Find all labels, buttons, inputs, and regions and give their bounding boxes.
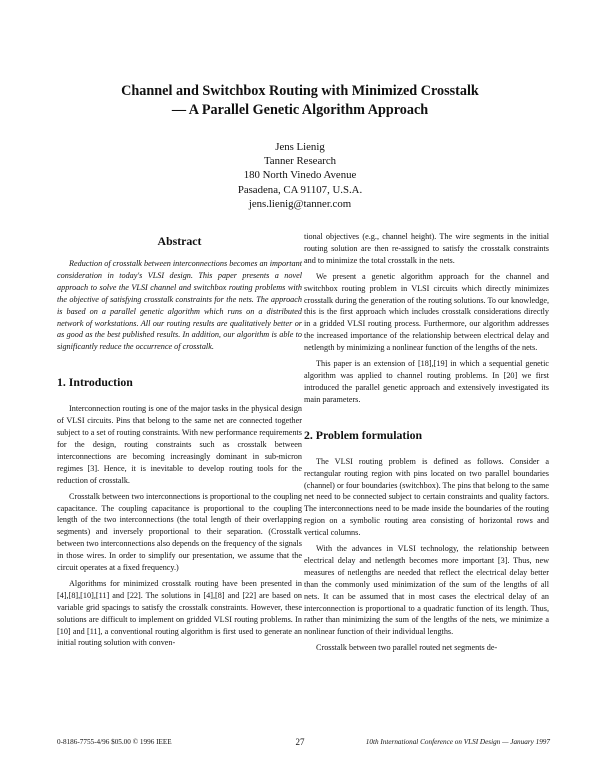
footer-conference: 10th International Conference on VLSI Design — January 1997	[365, 738, 550, 746]
abstract-heading: Abstract	[157, 234, 202, 248]
left-column	[57, 230, 302, 653]
intro-paragraph-5: This paper is an extension of [18],[19] in which a sequential genetic algorithm was applied to channel routing problems. In [20] we first introduced the parallel genetic approach and extensively investigated its main parameters.	[304, 359, 549, 404]
author-name: Jens Lienig	[275, 141, 325, 153]
footer-copyright: 0-8186-7755-4/96 $05.00 © 1996 IEEE	[57, 738, 172, 746]
title-line-1: Channel and Switchbox Routing with Minimized Crosstalk	[121, 83, 479, 99]
intro-paragraph-4: We present a genetic algorithm approach for the channel and switchbox routing problem in VLSI circuits which directly minimizes crosstalk during the generation of the routing solutions. To our knowledge, this is the first approach which includes crosstalk considerations directly in a gridded VLSI routing process. Furthermore, our algorithm addresses the increased importance of the relationship between electrical delay and netlength by minimizing a nonlinear function of the lengths of the nets.	[304, 271, 549, 353]
problem-paragraph-1: The VLSI routing problem is defined as follows. Consider a rectangular routing region with pins located on two parallel boundaries (channel) or four boundaries (switchbox). The pins that belong to the same net need to be connected subject to certain constraints and quality factors. The interconnections need to be made inside the boundaries of the routing region on a symbolic routing area consisting of horizontal rows and vertical columns.	[304, 456, 549, 538]
author-street: 180 North Vinedo Avenue	[243, 169, 357, 182]
intro-paragraph-3-continued: tional objectives (e.g., channel height). The wire segments in the initial routing solution are then re-assigned to satisfy the crosstalk constraints and to minimize the total crosstalk in the nets.	[304, 232, 549, 265]
paper-title	[40, 82, 560, 120]
right-column	[304, 231, 549, 658]
page-number: 27	[295, 737, 305, 747]
section-1-heading: 1. Introduction	[57, 375, 133, 390]
author-organization: Tanner Research	[263, 155, 337, 168]
author-city: Pasadena, CA 91107, U.S.A.	[237, 183, 363, 196]
abstract-text: Reduction of crosstalk between interconnections becomes an important consideration in today's VLSI design. This paper presents a novel approach to solve the VLSI channel and switchbox routing problems with the objective of satisfying crosstalk constraints for the nets. The approach is based on a parallel genetic algorithm which runs on a distributed network of workstations. All our routing results are qualitatively better or as good as the best published results. In addition, our algorithm is able to significantly reduce the occurrence of crosstalk.	[57, 259, 302, 352]
title-line-2: — A Parallel Genetic Algorithm Approach	[171, 102, 429, 118]
author-email: jens.lienig@tanner.com	[248, 197, 352, 210]
intro-paragraph-3: Algorithms for minimized crosstalk routing have been presented in [4],[8],[10],[11] and [22]. The solutions in [4],[8] and [22] are based on variable grid spacings to satisfy the crosstalk constraints. However, these solutions are difficult to implement on gridded VLSI routing problems. In [10] and [11], a conventional routing algorithm is first used to generate an initial routing solution with conven-	[57, 578, 302, 648]
author-block	[150, 140, 450, 211]
problem-paragraph-2: With the advances in VLSI technology, the relationship between electrical delay and netlength becomes more important [3]. Thus, new measures of netlengths are needed that reflect the electrical delay better than the commonly used minimization of the sum of the lengths of all nets. It can be assumed that in most cases the electrical delay of an interconnection is proportional to a quadratic function of its length. Thus, rather than minimizing the sum of the lengths of the nets, we minimize a nonlinear function of their individual lengths.	[304, 544, 549, 637]
intro-paragraph-2: Crosstalk between two interconnections is proportional to the coupling capacitance. The coupling capacitance is proportional to the coupling length of the two interconnections (the total length of their overlapping segments) and inversely proportional to their separation. (Crosstalk between two interconnections also depends on the frequency of the signals in those wires. In order to simplify our presentation, we assume that the circuit operates at a fixed frequency.)	[57, 491, 302, 573]
section-2-heading: 2. Problem formulation	[304, 427, 423, 442]
intro-paragraph-1: Interconnection routing is one of the major tasks in the physical design of VLSI circuits. Pins that belong to the same net are connected together subject to a set of routing constraints. With new performance requirements for the design, routing constraints such as crosstalk between interconnections are becoming increasingly dominant in sub-micron regimes [3]. Hence, it is inevitable to develop routing tools for the reduction of crosstalk.	[57, 404, 302, 485]
problem-paragraph-3: Crosstalk between two parallel routed net segments de-	[316, 643, 498, 653]
